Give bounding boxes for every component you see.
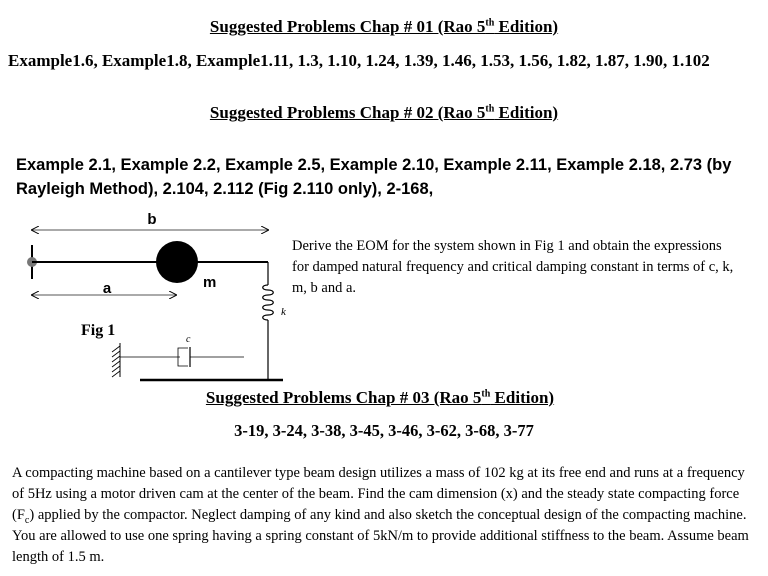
compacting-problem <box>12 463 757 568</box>
compacting-problem-text-2: ) applied by the compactor. Neglect damping of any kind and also sketch the conceptual design of the compacting machine. You are allowed to use one spring having a spring constant of 5kN/m to provide additional stiffness to the beam. Assume beam length of 1.5 m. <box>12 507 749 565</box>
chap3-heading-text: Suggested Problems Chap # 03 (Rao 5 <box>205 388 482 407</box>
chap3-heading <box>0 388 764 408</box>
compacting-problem-text-1: A compacting machine based on a cantilever type beam design utilizes a mass of 102 kg at its free end and runs at a frequency of 5Hz using a motor driven cam at the center of the beam. Find the cam dimension (x) and the steady state compacting force (F <box>12 465 745 523</box>
fig-caption: Fig 1 <box>81 322 116 339</box>
label-c: c <box>186 334 191 345</box>
label-m: m <box>203 274 217 291</box>
damper-c <box>120 347 244 367</box>
chap3-heading-sup: th <box>481 388 491 400</box>
chap1-problems: Example1.6, Example1.8, Example1.11, 1.3, 1.10, 1.24, 1.39, 1.46, 1.53, 1.56, 1.82, 1.87, 1.90, 1.102 <box>8 51 710 70</box>
chap2-heading <box>0 103 768 123</box>
chap2-heading-text: Suggested Problems Chap # 02 (Rao 5 <box>209 103 486 122</box>
force-subscript: c <box>24 514 30 526</box>
chap2-heading-text-end: Edition) <box>494 103 559 122</box>
label-a: a <box>102 280 112 297</box>
chap1-heading-text-end: Edition) <box>494 17 559 36</box>
label-b: b <box>147 211 157 228</box>
spring-k <box>263 285 274 320</box>
chap1-heading <box>0 17 768 37</box>
label-k: k <box>281 306 286 318</box>
chap1-heading-text: Suggested Problems Chap # 01 (Rao 5 <box>209 17 486 36</box>
chap3-heading-text-end: Edition) <box>490 388 555 407</box>
chap3-problems: 3-19, 3-24, 3-38, 3-45, 3-46, 3-62, 3-68, 3-77 <box>234 421 534 440</box>
fig-description: Derive the EOM for the system shown in Fig 1 and obtain the expressions for damped natural frequency and critical damping constant in terms of c, k, m, b and a. <box>292 238 734 296</box>
mass-m <box>156 241 198 283</box>
fig1-diagram <box>0 205 290 385</box>
chap2-heading-sup: th <box>485 103 495 115</box>
damper-wall-hatch <box>112 346 120 377</box>
chap2-problems: Example 2.1, Example 2.2, Example 2.5, Example 2.10, Example 2.11, Example 2.18, 2.73 (by Rayleigh Method), 2.104, 2.112 (Fig 2.110 only), 2-168, <box>16 156 732 198</box>
chap1-heading-sup: th <box>485 17 495 29</box>
